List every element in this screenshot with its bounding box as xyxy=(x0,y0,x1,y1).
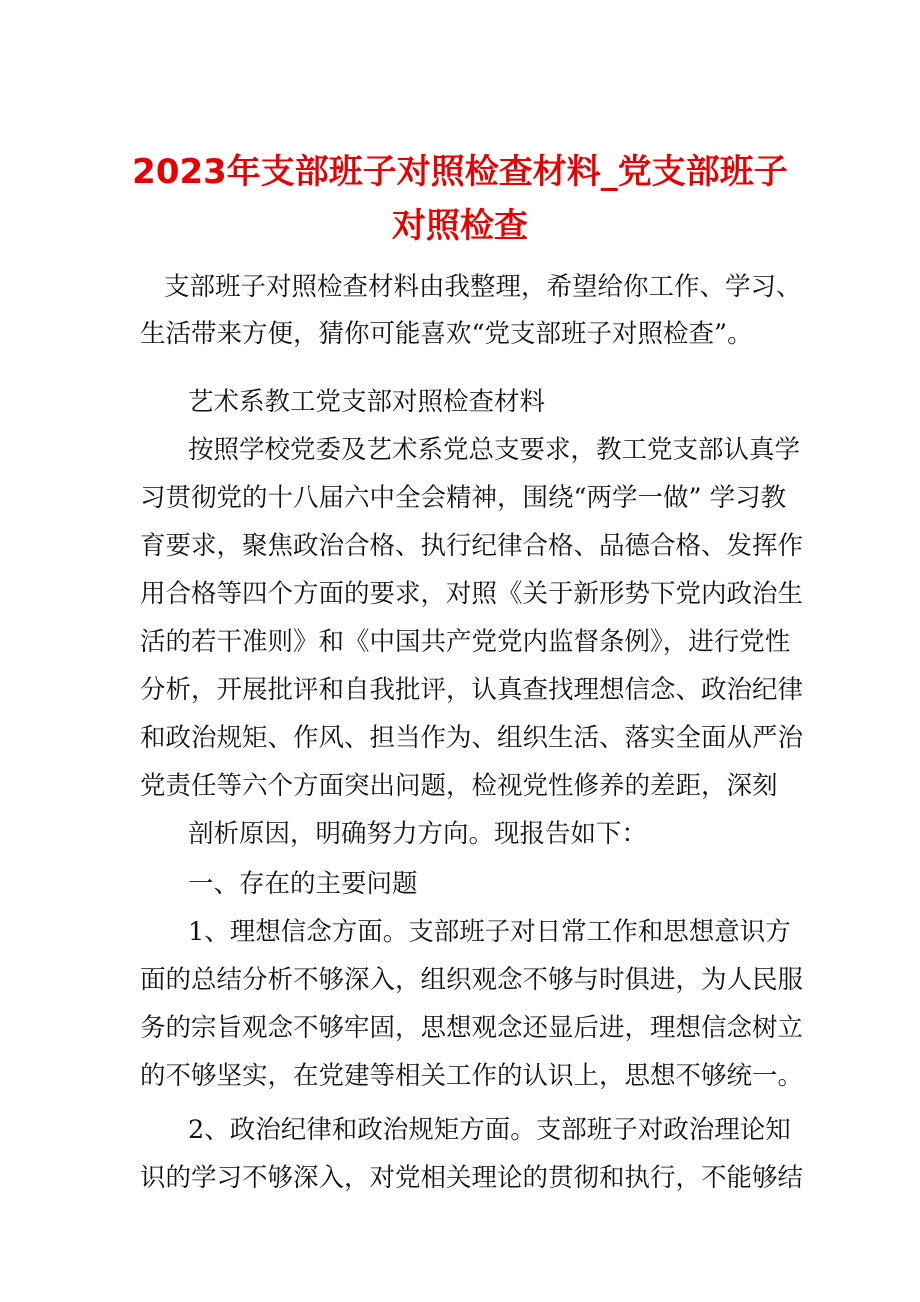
body-line: 和政治规矩、作风、担当作为、组织生活、落实全面从严治 xyxy=(140,723,804,753)
body-line: 按照学校党委及艺术系党总支要求，教工党支部认真学 xyxy=(188,435,801,465)
body-line: 育要求，聚焦政治合格、执行纪律合格、品德合格、发挥作 xyxy=(140,531,804,561)
document-title-line-1: 2023年支部班子对照检查材料_党支部班子 xyxy=(132,152,788,192)
body-line: 识的学习不够深入，对党相关理论的贯彻和执行，不能够结 xyxy=(140,1163,804,1193)
body-line: 习贯彻党的十八届六中全会精神，围绕“两学一做” 学习教 xyxy=(140,483,787,513)
body-line: 务的宗旨观念不够牢固，思想观念还显后进，理想信念树立 xyxy=(140,1013,804,1043)
body-line: 艺术系教工党支部对照检查材料 xyxy=(188,387,546,417)
body-line: 党责任等六个方面突出问题，检视党性修养的差距，深刻 xyxy=(140,771,778,801)
body-line: 支部班子对照检查材料由我整理，希望给你工作、学习、 xyxy=(164,272,802,302)
body-line: 面的总结分析不够深入，组织观念不够与时俱进，为人民服 xyxy=(140,965,804,995)
body-line: 生活带来方便，猜你可能喜欢“党支部班子对照检查”。 xyxy=(140,319,753,349)
body-line: 剖析原因，明确努力方向。现报告如下： xyxy=(188,819,648,849)
body-line: 用合格等四个方面的要求，对照《关于新形势下党内政治生 xyxy=(140,579,804,609)
body-line: 2、政治纪律和政治规矩方面。支部班子对政治理论知 xyxy=(188,1115,791,1145)
body-line: 1、理想信念方面。支部班子对日常工作和思想意识方 xyxy=(188,917,791,947)
section-heading: 一、存在的主要问题 xyxy=(188,869,418,899)
document-title-line-2: 对照检查 xyxy=(392,206,528,246)
body-line: 分析，开展批评和自我批评，认真查找理想信念、政治纪律 xyxy=(140,675,804,705)
body-line: 活的若干准则》和《中国共产党党内监督条例》，进行党性 xyxy=(140,627,791,657)
body-line: 的不够坚实，在党建等相关工作的认识上，思想不够统一。 xyxy=(140,1061,804,1091)
